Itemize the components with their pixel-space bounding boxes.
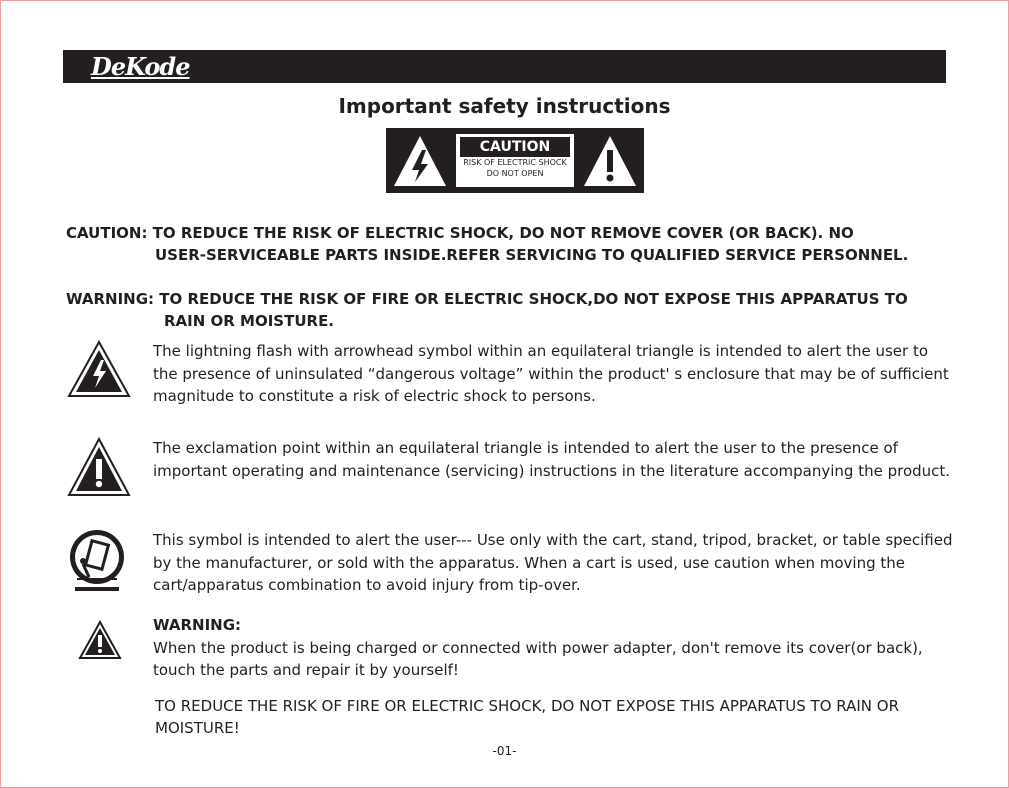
caution-heading-line-1: CAUTION: TO REDUCE THE RISK OF ELECTRIC SHOCK, DO NOT REMOVE COVER (OR BACK). NO [66,224,854,242]
exclamation-triangle-icon [67,437,131,501]
symbol-warning-block [153,614,953,682]
caution-line-2: DO NOT OPEN [486,169,544,178]
symbol-warning-text: When the product is being charged or connected with power adapter, don't remove its cover(or back), touch the parts and repair it by yourself! [153,638,923,679]
footer-warning-note: TO REDUCE THE RISK OF FIRE OR ELECTRIC SHOCK, DO NOT EXPOSE THIS APPARATUS TO RAIN OR MOISTURE! [155,697,900,737]
caution-heading-line-2: USER-SERVICEABLE PARTS INSIDE.REFER SERVICING TO QUALIFIED SERVICE PERSONNEL. [155,246,909,264]
page-title: Important safety instructions [338,94,671,118]
caution-heading [66,222,908,266]
lightning-triangle-icon [67,340,131,402]
symbol-lightning-text: The lightning flash with arrowhead symbol within an equilateral triangle is intended to alert the user to the presence of uninsulated “dangerous voltage” within the product' s enclosure that may be of sufficient magnitude to constitute a risk of electric shock to persons. [153,342,949,405]
warning-heading [66,288,908,332]
brand-logo: DeKode [91,52,190,81]
exclamation-triangle-icon [578,130,642,191]
caution-caption: CAUTION [460,137,570,157]
warning-triangle-icon [78,620,122,664]
lightning-triangle-icon [388,130,452,191]
symbol-exclamation-text: The exclamation point within an equilateral triangle is intended to alert the user to the presence of important operating and maintenance (servicing) instructions in the literature accompanying the product. [153,439,951,480]
caution-label-text [456,134,574,187]
caution-line-1: RISK OF ELECTRIC SHOCK [463,158,567,167]
symbol-cart-text: This symbol is intended to alert the user--- Use only with the cart, stand, tripod, bracket, or table specified by the manufacturer, or sold with the apparatus. When a cart is used, use caution when moving the cart/apparatus combination to avoid injury from tip-over. [153,531,953,594]
warning-heading-line-2: RAIN OR MOISTURE. [164,312,335,330]
page-number: -01- [492,744,517,758]
symbol-warning-heading: WARNING: [153,616,242,634]
cart-tipover-icon [67,527,127,597]
header-bar [63,50,946,83]
warning-heading-line-1: WARNING: TO REDUCE THE RISK OF FIRE OR ELECTRIC SHOCK,DO NOT EXPOSE THIS APPARATUS TO [66,290,908,308]
caution-label [386,128,644,193]
